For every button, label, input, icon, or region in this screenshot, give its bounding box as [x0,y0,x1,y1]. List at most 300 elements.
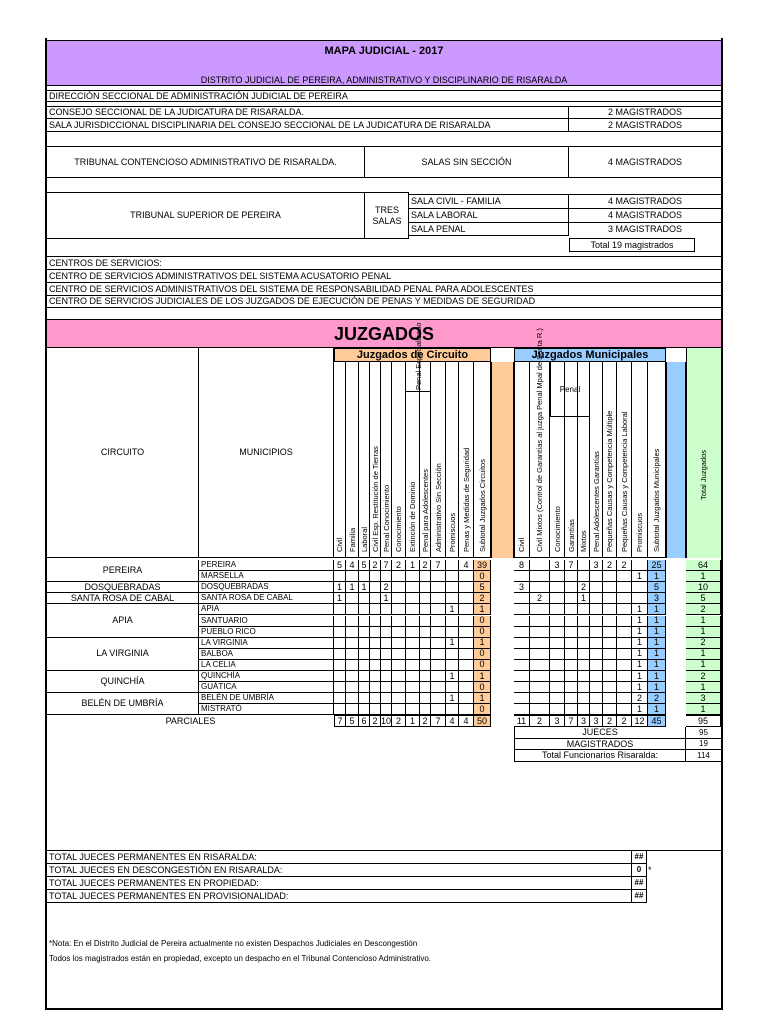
value-0-0-1 [346,560,359,571]
parciales-value-3 [370,715,381,727]
value-6-0-7 [420,693,431,704]
value-5-1-19 [617,682,632,693]
circuito-subtotal-band [491,362,514,558]
value-6-1-0 [334,704,346,715]
circuito-name-4-text: LA VIRGINIA [96,648,149,659]
municipio-6-1 [199,704,334,715]
value-0-0-5-text: 2 [395,560,401,570]
value-5-1-22 [686,682,721,693]
parciales-value-15 [565,715,578,727]
value-4-1-3 [370,649,381,660]
value-5-0-1 [346,671,359,682]
circuito-name-5-text: QUINCHÍA [100,676,145,687]
parciales-value-16-text: 3 [580,715,586,726]
value-5-0-14 [550,671,565,682]
title-text: MAPA JUDICIAL - 2017 [324,45,444,57]
value-3-0-8 [431,604,446,615]
value-1-0-0 [334,582,346,593]
value-3-2-1 [346,627,359,638]
value-3-0-16 [578,604,590,615]
value-2-0-6 [406,593,420,604]
sala-disc-value-text: 2 MAGISTRADOS [607,119,682,130]
parciales-value-0-text: 7 [337,715,343,726]
value-2-0-2 [359,593,370,604]
value-1-0-4-text: 2 [383,582,389,592]
value-6-1-15 [565,704,578,715]
parciales-value-13-text: 2 [536,715,542,726]
value-2-0-20 [632,593,648,604]
value-3-0-14 [550,604,565,615]
value-3-0-10 [459,604,474,615]
value-0-1-11 [474,571,491,582]
value-1-0-20 [632,582,648,593]
value-3-1-8 [431,616,446,627]
value-4-2-14 [550,660,565,671]
parciales-value-9-text: 4 [449,715,455,726]
value-1-0-6 [406,582,420,593]
value-4-2-21 [648,660,666,671]
value-4-0-18 [603,638,617,649]
value-5-1-18 [603,682,617,693]
value-5-1-21-text: 1 [653,682,659,692]
value-0-0-14 [550,560,565,571]
parciales-value-19 [617,715,632,727]
value-4-1-7 [420,649,431,660]
value-4-2-19 [617,660,632,671]
contencioso-value-text: 4 MAGISTRADOS [607,156,682,167]
value-4-0-20-text: 1 [636,637,642,648]
value-3-1-0 [334,616,346,627]
value-0-0-18 [603,560,617,571]
value-3-0-12 [514,604,530,615]
value-4-1-21-text: 1 [653,648,659,659]
centros-row-0 [47,256,721,269]
value-6-0-22-text: 3 [700,693,706,703]
value-4-1-19 [617,649,632,660]
municipio-0-1 [199,571,334,582]
value-1-0-18 [603,582,617,593]
note-0-text: *Nota: En el Distrito Judicial de Pereira actualmente no existen Despachos Judiciales en Descongestión [49,939,418,948]
municipio-3-1-text: SANTUARIO [201,615,248,625]
value-3-0-9-text: 1 [449,604,455,614]
parciales-value-2-text: 6 [361,715,367,726]
value-4-0-8 [431,638,446,649]
value-5-1-13 [530,682,550,693]
value-0-1-19 [617,571,632,582]
parciales-value-12-text: 11 [516,715,527,726]
value-3-2-7 [420,627,431,638]
value-1-0-17 [590,582,603,593]
circuito-col-title-4-text: Penal Conocimiento [381,484,391,552]
value-0-0-4 [381,560,392,571]
parciales-value-1 [346,715,359,727]
value-1-0-15 [565,582,578,593]
value-3-1-20 [632,616,648,627]
value-4-1-11-text: 0 [479,648,485,659]
parciales-value-17-text: 3 [593,715,599,726]
value-6-1-20-text: 1 [636,704,642,714]
value-0-0-12 [514,560,530,571]
parciales-value-21 [648,715,666,727]
municipio-4-1 [199,649,334,660]
value-4-0-11 [474,638,491,649]
value-3-1-4 [381,616,392,627]
municipio-4-1-text: BALBOA [201,648,234,658]
value-5-0-11-text: 1 [479,671,485,681]
municipio-3-2-text: PUEBLO RICO [201,626,256,636]
value-3-2-18 [603,627,617,638]
value-4-0-5 [392,638,406,649]
value-2-0-21-text: 3 [653,593,659,603]
value-3-1-10 [459,616,474,627]
value-6-1-16 [578,704,590,715]
value-0-1-22-text: 1 [700,571,706,581]
value-0-1-1 [346,571,359,582]
parciales-value-22 [686,715,721,727]
value-4-0-1 [346,638,359,649]
value-3-1-2 [359,616,370,627]
circuito-col-title-7-text: Penal para Adolescentes [420,469,430,552]
value-5-0-9-text: 1 [449,671,455,681]
value-0-0-4-text: 7 [383,560,389,570]
penal-esp-label-text: Penal Especializado [414,322,423,390]
value-4-2-7 [420,660,431,671]
parciales-value-10 [459,715,474,727]
parciales-label-text: PARCIALES [165,715,216,726]
summary-label-1 [514,739,686,751]
value-2-0-15 [565,593,578,604]
value-1-0-8 [431,582,446,593]
value-1-0-21 [648,582,666,593]
value-1-0-1 [346,582,359,593]
value-0-0-5 [392,560,406,571]
value-4-0-22 [686,638,721,649]
value-5-1-17 [590,682,603,693]
parciales-value-12 [514,715,530,727]
circ-mun-gap [491,348,514,362]
value-2-0-21 [648,593,666,604]
parciales-value-18 [603,715,617,727]
totals-label-2-text: TOTAL JUECES PERMANENTES EN PROPIEDAD: [49,877,259,888]
value-6-0-9-text: 1 [449,693,455,703]
value-2-0-22 [686,593,721,604]
value-3-1-11-text: 0 [479,615,485,626]
value-1-0-11 [474,582,491,593]
municipio-5-1-text: GUÁTICA [201,682,237,692]
value-5-0-13 [530,671,550,682]
value-4-1-0 [334,649,346,660]
value-5-0-7 [420,671,431,682]
value-4-0-17 [590,638,603,649]
value-6-1-13 [530,704,550,715]
circuito-col-title-0-text: Civil [335,537,344,552]
value-4-1-22 [686,649,721,660]
circuito-name-1 [47,582,199,593]
totals-value-3 [631,890,647,903]
value-0-0-7-text: 2 [422,560,428,570]
municipio-3-0-text: APIA [201,604,220,614]
value-3-2-21-text: 1 [653,626,659,637]
value-6-1-9 [446,704,459,715]
value-5-0-19 [617,671,632,682]
parciales-value-7 [420,715,431,727]
value-6-0-21 [648,693,666,704]
value-4-0-2 [359,638,370,649]
totals-value-3-text: ## [634,891,644,900]
value-0-0-2 [359,560,370,571]
outer-right-border [721,38,723,1010]
value-5-1-11-text: 0 [479,682,485,692]
value-5-1-15 [565,682,578,693]
circuito-col-title-3-text: Civil Esp. Restitución de Tierras [370,446,380,552]
value-1-0-13 [530,582,550,593]
tribunal-total-text: Total 19 magistrados [590,239,674,250]
value-0-0-11 [474,560,491,571]
direccion-row-text: DIRECCIÓN SECCIONAL DE ADMINISTRACIÓN JUDICIAL DE PEREIRA [49,90,348,101]
tribunal-sala-0 [409,194,569,208]
value-5-1-3 [370,682,381,693]
tribunal-value-1-text: 4 MAGISTRADOS [607,210,682,220]
consejo-row [47,106,569,119]
value-4-2-20 [632,660,648,671]
summary-label-1-text: MAGISTRADOS [566,738,634,749]
value-5-0-4 [381,671,392,682]
summary-label-2 [514,750,686,762]
value-4-1-20 [632,649,648,660]
value-3-2-11 [474,627,491,638]
value-3-0-11-text: 1 [479,604,485,614]
value-5-1-7 [420,682,431,693]
value-2-0-13 [530,593,550,604]
parciales-value-0 [334,715,346,727]
value-5-1-12 [514,682,530,693]
note-1 [47,952,721,966]
parciales-value-6-text: 1 [409,715,415,726]
municipal-col-title-0-text: Civil [517,537,526,552]
value-1-0-10 [459,582,474,593]
value-3-1-22-text: 1 [700,615,706,626]
value-0-1-16 [578,571,590,582]
value-4-1-21 [648,649,666,660]
value-3-1-1 [346,616,359,627]
value-5-1-6 [406,682,420,693]
value-3-0-21-text: 1 [653,604,659,614]
municipal-col-title-3-text: Garantías [566,519,576,552]
value-6-0-18 [603,693,617,704]
value-0-0-0 [334,560,346,571]
value-1-0-12-text: 3 [518,582,524,592]
value-1-0-19 [617,582,632,593]
value-4-2-15 [565,660,578,671]
value-4-2-3 [370,660,381,671]
subtitle-text: DISTRITO JUDICIAL DE PEREIRA, ADMINISTRATIVO Y DISCIPLINARIO DE RISARALDA [200,75,568,85]
value-3-2-22-text: 1 [700,626,706,637]
value-5-0-20-text: 1 [636,671,642,681]
penal-group-label [550,362,590,417]
value-6-0-2 [359,693,370,704]
value-3-0-4 [381,604,392,615]
value-6-0-16 [578,693,590,704]
value-3-0-11 [474,604,491,615]
value-6-1-6 [406,704,420,715]
tribunal-value-2-text: 3 MAGISTRADOS [607,224,682,234]
parciales-value-15-text: 7 [568,715,574,726]
value-3-2-20 [632,627,648,638]
municipio-5-0 [199,671,334,682]
tribunal-value-0-text: 4 MAGISTRADOS [607,196,682,206]
value-0-0-19 [617,560,632,571]
circuito-name-0 [47,560,199,582]
consejo-row-text: CONSEJO SECCIONAL DE LA JUDICATURA DE RISARALDA. [49,107,305,117]
value-3-1-22 [686,616,721,627]
title [47,40,721,62]
note-1-text: Todos los magistrados están en propiedad, excepto un despacho en el Tribunal Contencioso Administrativo. [49,954,432,963]
value-3-1-18 [603,616,617,627]
value-0-1-20 [632,571,648,582]
consejo-value [569,106,721,119]
value-4-0-14 [550,638,565,649]
value-5-1-2 [359,682,370,693]
value-6-1-7 [420,704,431,715]
value-3-0-3 [370,604,381,615]
value-4-0-9 [446,638,459,649]
value-3-2-14 [550,627,565,638]
parciales-value-4-text: 10 [381,715,392,726]
value-4-1-20-text: 1 [636,648,642,659]
summary-value-0 [686,727,721,739]
tribunal-value-0 [569,194,721,208]
value-3-1-13 [530,616,550,627]
value-0-0-21-text: 25 [651,560,662,570]
value-0-0-10-text: 4 [463,560,469,570]
municipio-3-1 [199,616,334,627]
value-4-2-8 [431,660,446,671]
value-6-1-2 [359,704,370,715]
value-5-1-20 [632,682,648,693]
value-3-2-0 [334,627,346,638]
circuito-col-title-11-text: Subtotal Juzgados Circuitos [477,459,487,552]
value-3-0-20 [632,604,648,615]
value-1-0-16 [578,582,590,593]
circuito-col-border-0 [334,362,346,558]
value-4-1-8 [431,649,446,660]
value-5-0-3 [370,671,381,682]
value-0-0-2-text: 5 [361,560,367,570]
value-3-1-11 [474,616,491,627]
municipio-2-0-text: SANTA ROSA DE CABAL [201,593,293,603]
value-6-1-10 [459,704,474,715]
value-3-0-17 [590,604,603,615]
value-2-0-3 [370,593,381,604]
parciales-value-2 [359,715,370,727]
value-5-0-5 [392,671,406,682]
value-0-1-22 [686,571,721,582]
value-2-0-11-text: 2 [479,593,485,603]
value-2-0-12 [514,593,530,604]
value-4-2-11 [474,660,491,671]
value-6-1-11 [474,704,491,715]
value-4-1-4 [381,649,392,660]
municipal-col-border-0 [514,362,530,558]
tribunal-value-1 [569,208,721,222]
value-3-2-11-text: 0 [479,626,485,637]
value-5-0-12 [514,671,530,682]
value-6-0-19 [617,693,632,704]
value-5-0-20 [632,671,648,682]
value-6-1-17 [590,704,603,715]
value-0-0-18-text: 2 [606,560,612,570]
value-3-0-7 [420,604,431,615]
totals-label-0 [47,851,631,864]
value-5-0-22-text: 2 [700,671,706,681]
centros-row-2 [47,282,721,295]
tribunal-label [47,192,365,239]
value-6-1-14 [550,704,565,715]
value-3-1-21-text: 1 [653,615,659,626]
value-3-2-21 [648,627,666,638]
value-4-2-6 [406,660,420,671]
value-4-0-20 [632,638,648,649]
value-3-2-8 [431,627,446,638]
value-3-2-19 [617,627,632,638]
totals-value-0-text: ## [634,852,644,861]
totals-mark-0 [648,851,658,864]
parciales-value-5 [392,715,406,727]
summary-value-1-text: 19 [699,739,708,749]
value-5-1-22-text: 1 [700,682,706,692]
parciales-value-18-text: 2 [606,715,612,726]
municipio-1-0-text: DOSQUEBRADAS [201,582,269,592]
value-1-0-7 [420,582,431,593]
value-3-0-19 [617,604,632,615]
municipal-subtotal-band [666,362,686,558]
value-4-0-4 [381,638,392,649]
circuito-name-4 [47,638,199,671]
value-0-0-13 [530,560,550,571]
value-3-1-5 [392,616,406,627]
value-6-0-12 [514,693,530,704]
parciales-value-5-text: 2 [395,715,401,726]
value-4-2-10 [459,660,474,671]
tribunal-label-text: TRIBUNAL SUPERIOR DE PEREIRA [130,210,281,220]
value-0-1-11-text: 0 [479,571,485,581]
value-2-0-8 [431,593,446,604]
value-0-1-20-text: 1 [636,571,642,581]
value-1-0-12 [514,582,530,593]
value-4-1-12 [514,649,530,660]
value-6-1-8 [431,704,446,715]
municipal-col-title-2-text: Conocimiento [552,506,562,552]
value-3-0-5 [392,604,406,615]
value-0-0-3 [370,560,381,571]
value-4-1-10 [459,649,474,660]
centros-row-1-text: CENTRO DE SERVICIOS ADMINISTRATIVOS DEL SISTEMA ACUSATORIO PENAL [49,270,392,281]
parciales-value-1-text: 5 [349,715,355,726]
tribunal-total [569,238,695,252]
value-4-1-1 [346,649,359,660]
value-4-0-13 [530,638,550,649]
value-1-0-0-text: 1 [336,582,342,592]
parciales-value-8-text: 7 [435,715,441,726]
value-2-0-17 [590,593,603,604]
value-4-0-9-text: 1 [449,637,455,648]
value-0-1-15 [565,571,578,582]
value-3-2-13 [530,627,550,638]
parciales-value-8 [431,715,446,727]
municipio-6-0-text: BELÉN DE UMBRÍA [201,693,274,703]
value-4-0-21-text: 1 [653,637,659,648]
totals-value-1-text: 0 [636,865,642,874]
